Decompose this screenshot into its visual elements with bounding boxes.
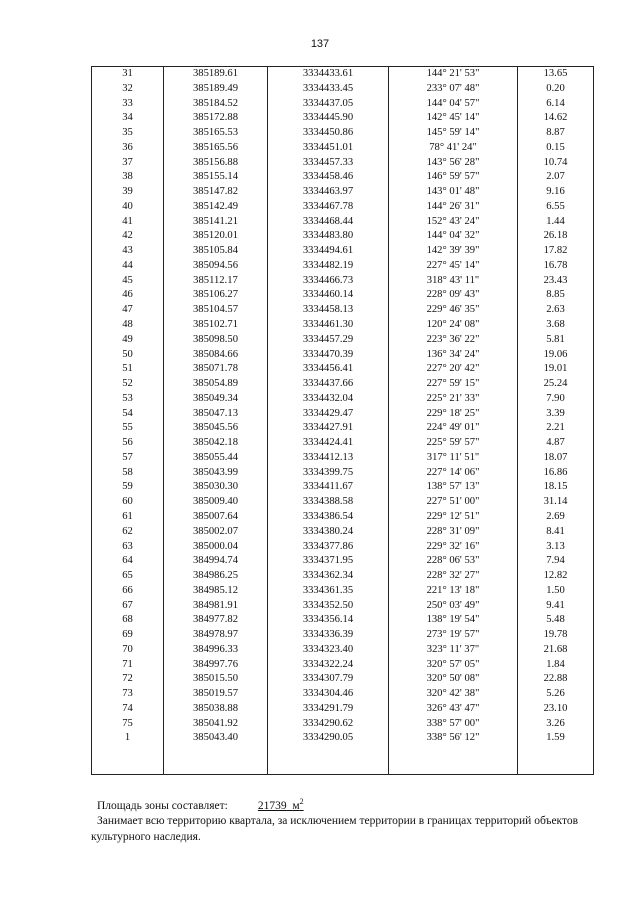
cell-direction-angle: 227° 59' 15" (389, 377, 518, 392)
cell-direction-angle: 318° 43' 11" (389, 274, 518, 289)
table-row (92, 451, 594, 466)
table-row (92, 702, 594, 717)
table-row (92, 480, 594, 495)
cell-point-number: 37 (92, 156, 164, 171)
cell-coord-x: 385141.21 (164, 215, 268, 230)
zone-description: Занимает всю территорию квартала, за исключением территории в границах территорий объектов культурного наследия. (91, 815, 579, 843)
cell-direction-angle: 136° 34' 24" (389, 348, 518, 363)
table-row (92, 67, 594, 82)
cell-direction-angle: 338° 56' 12" (389, 731, 518, 746)
cell-coord-y: 3334468.44 (268, 215, 389, 230)
cell-coord-x: 385156.88 (164, 156, 268, 171)
coordinates-table-body (92, 67, 594, 775)
table-row (92, 141, 594, 156)
cell-coord-x: 385098.50 (164, 333, 268, 348)
cell-empty (92, 746, 164, 775)
cell-point-number: 49 (92, 333, 164, 348)
cell-coord-y: 3334460.14 (268, 288, 389, 303)
cell-coord-y: 3334445.90 (268, 111, 389, 126)
cell-coord-x: 385049.34 (164, 392, 268, 407)
table-row (92, 170, 594, 185)
cell-point-number: 48 (92, 318, 164, 333)
cell-coord-y: 3334380.24 (268, 525, 389, 540)
cell-point-number: 35 (92, 126, 164, 141)
zone-area-unit: м (292, 799, 300, 812)
cell-coord-x: 385112.17 (164, 274, 268, 289)
table-row (92, 599, 594, 614)
cell-point-number: 1 (92, 731, 164, 746)
cell-distance: 1.44 (518, 215, 594, 230)
cell-direction-angle: 320° 57' 05" (389, 658, 518, 673)
cell-distance: 2.69 (518, 510, 594, 525)
cell-distance: 19.01 (518, 362, 594, 377)
cell-coord-y: 3334470.39 (268, 348, 389, 363)
cell-direction-angle: 144° 26' 31" (389, 200, 518, 215)
cell-distance: 18.07 (518, 451, 594, 466)
cell-direction-angle: 120° 24' 08" (389, 318, 518, 333)
cell-coord-y: 3334466.73 (268, 274, 389, 289)
cell-distance: 8.85 (518, 288, 594, 303)
cell-direction-angle: 143° 56' 28" (389, 156, 518, 171)
table-row (92, 510, 594, 525)
cell-distance: 5.81 (518, 333, 594, 348)
cell-point-number: 73 (92, 687, 164, 702)
table-row (92, 436, 594, 451)
table-row (92, 274, 594, 289)
cell-point-number: 66 (92, 584, 164, 599)
cell-distance: 2.21 (518, 421, 594, 436)
cell-coord-y: 3334463.97 (268, 185, 389, 200)
cell-point-number: 39 (92, 185, 164, 200)
cell-coord-x: 385038.88 (164, 702, 268, 717)
cell-distance: 26.18 (518, 229, 594, 244)
table-row (92, 156, 594, 171)
cell-coord-x: 385043.99 (164, 466, 268, 481)
cell-direction-angle: 227° 20' 42" (389, 362, 518, 377)
table-row (92, 318, 594, 333)
cell-direction-angle: 152° 43' 24" (389, 215, 518, 230)
cell-empty (268, 746, 389, 775)
cell-coord-x: 385071.78 (164, 362, 268, 377)
cell-point-number: 59 (92, 480, 164, 495)
cell-distance: 23.10 (518, 702, 594, 717)
cell-direction-angle: 138° 57' 13" (389, 480, 518, 495)
cell-coord-x: 385142.49 (164, 200, 268, 215)
page-number: 137 (310, 38, 330, 50)
cell-direction-angle: 338° 57' 00" (389, 717, 518, 732)
cell-point-number: 68 (92, 613, 164, 628)
cell-point-number: 64 (92, 554, 164, 569)
cell-coord-y: 3334304.46 (268, 687, 389, 702)
cell-coord-y: 3334361.35 (268, 584, 389, 599)
cell-coord-y: 3334457.29 (268, 333, 389, 348)
cell-coord-y: 3334388.58 (268, 495, 389, 510)
cell-distance: 3.13 (518, 540, 594, 555)
cell-distance: 1.59 (518, 731, 594, 746)
cell-distance: 10.74 (518, 156, 594, 171)
cell-distance: 7.94 (518, 554, 594, 569)
cell-point-number: 63 (92, 540, 164, 555)
cell-direction-angle: 317° 11' 51" (389, 451, 518, 466)
cell-coord-x: 385047.13 (164, 407, 268, 422)
cell-coord-y: 3334362.34 (268, 569, 389, 584)
cell-direction-angle: 142° 39' 39" (389, 244, 518, 259)
cell-distance: 8.87 (518, 126, 594, 141)
cell-coord-y: 3334437.05 (268, 97, 389, 112)
table-row (92, 731, 594, 746)
cell-coord-x: 384978.97 (164, 628, 268, 643)
table-row (92, 540, 594, 555)
table-row (92, 111, 594, 126)
cell-coord-y: 3334432.04 (268, 392, 389, 407)
cell-coord-y: 3334456.41 (268, 362, 389, 377)
cell-direction-angle: 233° 07' 48" (389, 82, 518, 97)
table-row (92, 185, 594, 200)
cell-coord-y: 3334467.78 (268, 200, 389, 215)
cell-distance: 3.68 (518, 318, 594, 333)
table-row (92, 362, 594, 377)
cell-point-number: 36 (92, 141, 164, 156)
cell-coord-x: 385042.18 (164, 436, 268, 451)
cell-point-number: 58 (92, 466, 164, 481)
cell-coord-y: 3334307.79 (268, 672, 389, 687)
cell-coord-x: 385165.53 (164, 126, 268, 141)
table-row (92, 643, 594, 658)
cell-direction-angle: 227° 14' 06" (389, 466, 518, 481)
table-row (92, 613, 594, 628)
table-row (92, 229, 594, 244)
zone-area-number: 21739 (257, 799, 287, 812)
cell-point-number: 56 (92, 436, 164, 451)
cell-distance: 14.62 (518, 111, 594, 126)
cell-coord-y: 3334371.95 (268, 554, 389, 569)
zone-area-value (258, 797, 304, 812)
cell-point-number: 50 (92, 348, 164, 363)
cell-coord-y: 3334424.41 (268, 436, 389, 451)
cell-direction-angle: 221° 13' 18" (389, 584, 518, 599)
cell-coord-y: 3334429.47 (268, 407, 389, 422)
cell-direction-angle: 146° 59' 57" (389, 170, 518, 185)
cell-direction-angle: 228° 32' 27" (389, 569, 518, 584)
cell-direction-angle: 224° 49' 01" (389, 421, 518, 436)
cell-coord-x: 385105.84 (164, 244, 268, 259)
cell-distance: 6.14 (518, 97, 594, 112)
zone-area (97, 797, 304, 812)
cell-coord-x: 385043.40 (164, 731, 268, 746)
cell-point-number: 69 (92, 628, 164, 643)
table-row (92, 259, 594, 274)
table-filler-row (92, 746, 594, 775)
cell-coord-y: 3334290.05 (268, 731, 389, 746)
cell-distance: 16.78 (518, 259, 594, 274)
cell-coord-x: 385120.01 (164, 229, 268, 244)
cell-distance: 17.82 (518, 244, 594, 259)
cell-coord-y: 3334450.86 (268, 126, 389, 141)
cell-coord-x: 385094.56 (164, 259, 268, 274)
table-row (92, 584, 594, 599)
table-row (92, 200, 594, 215)
cell-distance: 22.88 (518, 672, 594, 687)
cell-distance: 25.24 (518, 377, 594, 392)
cell-distance: 19.06 (518, 348, 594, 363)
cell-direction-angle: 227° 45' 14" (389, 259, 518, 274)
cell-point-number: 53 (92, 392, 164, 407)
cell-coord-y: 3334352.50 (268, 599, 389, 614)
cell-coord-x: 384997.76 (164, 658, 268, 673)
cell-point-number: 62 (92, 525, 164, 540)
cell-distance: 1.84 (518, 658, 594, 673)
cell-direction-angle: 273° 19' 57" (389, 628, 518, 643)
cell-coord-x: 385007.64 (164, 510, 268, 525)
cell-coord-x: 384985.12 (164, 584, 268, 599)
cell-direction-angle: 144° 04' 57" (389, 97, 518, 112)
cell-distance: 9.16 (518, 185, 594, 200)
table-row (92, 303, 594, 318)
table-row (92, 82, 594, 97)
cell-point-number: 33 (92, 97, 164, 112)
cell-distance: 5.48 (518, 613, 594, 628)
cell-direction-angle: 228° 09' 43" (389, 288, 518, 303)
cell-coord-x: 385165.56 (164, 141, 268, 156)
table-row (92, 97, 594, 112)
cell-point-number: 43 (92, 244, 164, 259)
table-row (92, 348, 594, 363)
cell-coord-y: 3334457.33 (268, 156, 389, 171)
cell-coord-y: 3334291.79 (268, 702, 389, 717)
cell-direction-angle: 250° 03' 49" (389, 599, 518, 614)
table-row (92, 554, 594, 569)
cell-coord-x: 385000.04 (164, 540, 268, 555)
cell-coord-x: 384981.91 (164, 599, 268, 614)
cell-distance: 7.90 (518, 392, 594, 407)
cell-coord-x: 385084.66 (164, 348, 268, 363)
cell-point-number: 40 (92, 200, 164, 215)
cell-point-number: 42 (92, 229, 164, 244)
cell-distance: 6.55 (518, 200, 594, 215)
cell-direction-angle: 320° 42' 38" (389, 687, 518, 702)
cell-coord-x: 384986.25 (164, 569, 268, 584)
cell-coord-x: 384977.82 (164, 613, 268, 628)
cell-coord-y: 3334399.75 (268, 466, 389, 481)
cell-coord-y: 3334451.01 (268, 141, 389, 156)
cell-coord-y: 3334411.67 (268, 480, 389, 495)
cell-distance: 3.26 (518, 717, 594, 732)
cell-coord-x: 385106.27 (164, 288, 268, 303)
cell-direction-angle: 326° 43' 47" (389, 702, 518, 717)
cell-coord-x: 385002.07 (164, 525, 268, 540)
cell-direction-angle: 143° 01' 48" (389, 185, 518, 200)
cell-direction-angle: 229° 46' 35" (389, 303, 518, 318)
cell-point-number: 41 (92, 215, 164, 230)
cell-distance: 13.65 (518, 67, 594, 82)
cell-coord-x: 385155.14 (164, 170, 268, 185)
cell-coord-x: 385030.30 (164, 480, 268, 495)
cell-coord-y: 3334433.45 (268, 82, 389, 97)
cell-empty (164, 746, 268, 775)
table-row (92, 333, 594, 348)
table-row (92, 495, 594, 510)
cell-coord-x: 385184.52 (164, 97, 268, 112)
cell-coord-y: 3334433.61 (268, 67, 389, 82)
cell-point-number: 60 (92, 495, 164, 510)
cell-distance: 12.82 (518, 569, 594, 584)
cell-coord-x: 385015.50 (164, 672, 268, 687)
cell-distance: 5.26 (518, 687, 594, 702)
cell-coord-x: 385172.88 (164, 111, 268, 126)
cell-distance: 31.14 (518, 495, 594, 510)
table-row (92, 407, 594, 422)
cell-coord-x: 384994.74 (164, 554, 268, 569)
cell-distance: 4.87 (518, 436, 594, 451)
cell-coord-y: 3334412.13 (268, 451, 389, 466)
cell-point-number: 65 (92, 569, 164, 584)
cell-direction-angle: 142° 45' 14" (389, 111, 518, 126)
cell-distance: 3.39 (518, 407, 594, 422)
cell-distance: 16.86 (518, 466, 594, 481)
cell-point-number: 67 (92, 599, 164, 614)
cell-direction-angle: 144° 21' 53" (389, 67, 518, 82)
cell-distance: 23.43 (518, 274, 594, 289)
table-row (92, 215, 594, 230)
cell-point-number: 51 (92, 362, 164, 377)
cell-direction-angle: 228° 06' 53" (389, 554, 518, 569)
cell-point-number: 70 (92, 643, 164, 658)
cell-empty (389, 746, 518, 775)
cell-coord-y: 3334482.19 (268, 259, 389, 274)
cell-point-number: 55 (92, 421, 164, 436)
cell-point-number: 31 (92, 67, 164, 82)
cell-coord-x: 385055.44 (164, 451, 268, 466)
cell-direction-angle: 145° 59' 14" (389, 126, 518, 141)
cell-point-number: 32 (92, 82, 164, 97)
cell-direction-angle: 138° 19' 54" (389, 613, 518, 628)
cell-coord-x: 385104.57 (164, 303, 268, 318)
cell-point-number: 45 (92, 274, 164, 289)
cell-direction-angle: 229° 32' 16" (389, 540, 518, 555)
coordinates-table (91, 66, 594, 775)
cell-coord-y: 3334322.24 (268, 658, 389, 673)
cell-coord-y: 3334377.86 (268, 540, 389, 555)
table-row (92, 687, 594, 702)
cell-point-number: 57 (92, 451, 164, 466)
cell-point-number: 54 (92, 407, 164, 422)
table-row (92, 466, 594, 481)
cell-coord-y: 3334336.39 (268, 628, 389, 643)
table-row (92, 569, 594, 584)
cell-point-number: 46 (92, 288, 164, 303)
cell-direction-angle: 229° 18' 25" (389, 407, 518, 422)
table-row (92, 421, 594, 436)
cell-point-number: 47 (92, 303, 164, 318)
cell-point-number: 34 (92, 111, 164, 126)
table-row (92, 658, 594, 673)
cell-coord-x: 385045.56 (164, 421, 268, 436)
cell-coord-y: 3334494.61 (268, 244, 389, 259)
table-row (92, 126, 594, 141)
cell-distance: 2.07 (518, 170, 594, 185)
cell-distance: 0.15 (518, 141, 594, 156)
cell-direction-angle: 320° 50' 08" (389, 672, 518, 687)
cell-point-number: 61 (92, 510, 164, 525)
cell-point-number: 75 (92, 717, 164, 732)
cell-coord-x: 385009.40 (164, 495, 268, 510)
cell-point-number: 71 (92, 658, 164, 673)
table-row (92, 717, 594, 732)
cell-direction-angle: 78° 41' 24" (389, 141, 518, 156)
table-row (92, 288, 594, 303)
cell-direction-angle: 228° 31' 09" (389, 525, 518, 540)
cell-point-number: 44 (92, 259, 164, 274)
cell-distance: 8.41 (518, 525, 594, 540)
cell-coord-x: 385054.89 (164, 377, 268, 392)
cell-point-number: 52 (92, 377, 164, 392)
cell-distance: 18.15 (518, 480, 594, 495)
cell-coord-x: 385102.71 (164, 318, 268, 333)
cell-distance: 0.20 (518, 82, 594, 97)
cell-point-number: 72 (92, 672, 164, 687)
cell-coord-y: 3334323.40 (268, 643, 389, 658)
table-row (92, 672, 594, 687)
cell-coord-y: 3334458.13 (268, 303, 389, 318)
cell-coord-y: 3334461.30 (268, 318, 389, 333)
cell-distance: 9.41 (518, 599, 594, 614)
cell-coord-y: 3334290.62 (268, 717, 389, 732)
cell-coord-x: 385041.92 (164, 717, 268, 732)
table-row (92, 392, 594, 407)
cell-direction-angle: 229° 12' 51" (389, 510, 518, 525)
zone-area-unit-power: 2 (299, 797, 304, 806)
cell-distance: 2.63 (518, 303, 594, 318)
cell-point-number: 74 (92, 702, 164, 717)
cell-coord-y: 3334483.80 (268, 229, 389, 244)
cell-empty (518, 746, 594, 775)
cell-coord-x: 385019.57 (164, 687, 268, 702)
cell-distance: 1.50 (518, 584, 594, 599)
table-row (92, 525, 594, 540)
zone-area-label: Площадь зоны составляет: (97, 799, 228, 812)
cell-direction-angle: 323° 11' 37" (389, 643, 518, 658)
cell-coord-y: 3334356.14 (268, 613, 389, 628)
cell-direction-angle: 225° 21' 33" (389, 392, 518, 407)
cell-distance: 19.78 (518, 628, 594, 643)
cell-direction-angle: 227° 51' 00" (389, 495, 518, 510)
table-row (92, 377, 594, 392)
cell-distance: 21.68 (518, 643, 594, 658)
table-row (92, 628, 594, 643)
cell-coord-x: 385189.61 (164, 67, 268, 82)
cell-direction-angle: 225° 59' 57" (389, 436, 518, 451)
cell-coord-x: 385189.49 (164, 82, 268, 97)
cell-coord-y: 3334427.91 (268, 421, 389, 436)
cell-coord-y: 3334437.66 (268, 377, 389, 392)
cell-coord-y: 3334458.46 (268, 170, 389, 185)
cell-coord-x: 384996.33 (164, 643, 268, 658)
cell-direction-angle: 223° 36' 22" (389, 333, 518, 348)
table-row (92, 244, 594, 259)
cell-point-number: 38 (92, 170, 164, 185)
cell-coord-x: 385147.82 (164, 185, 268, 200)
cell-coord-y: 3334386.54 (268, 510, 389, 525)
cell-direction-angle: 144° 04' 32" (389, 229, 518, 244)
